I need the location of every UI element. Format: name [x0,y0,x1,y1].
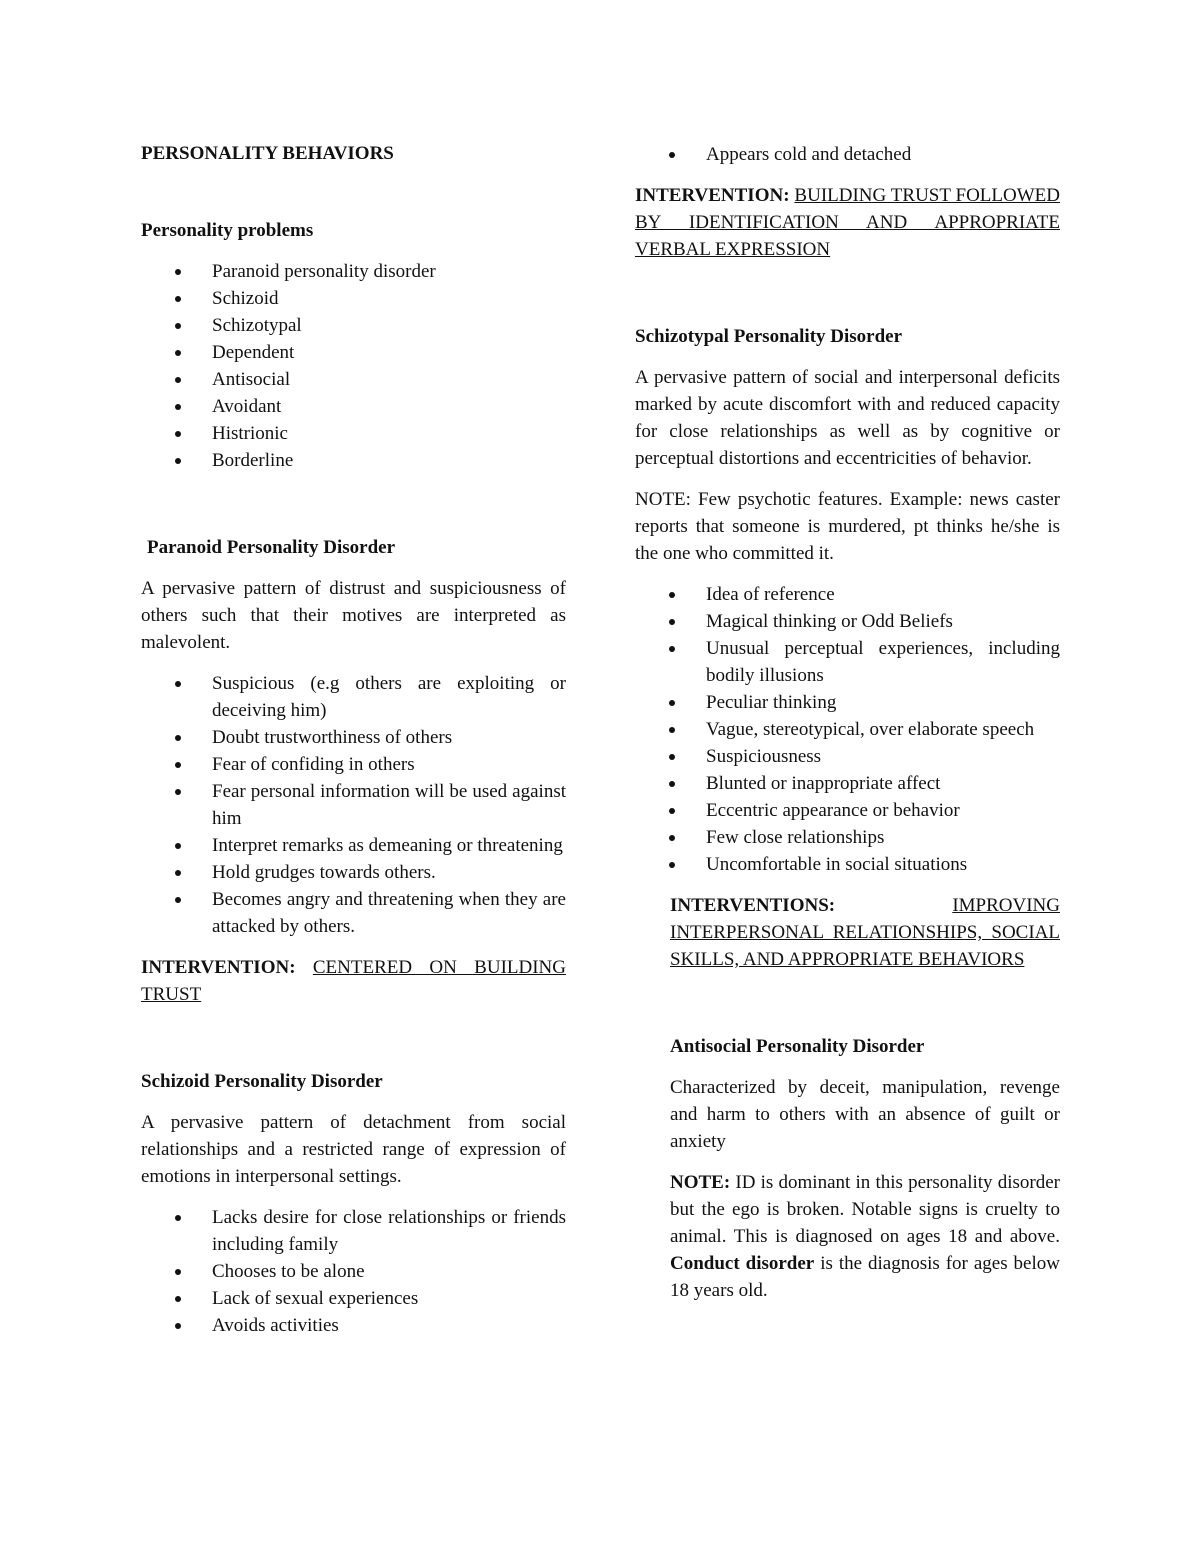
list-item: Paranoid personality disorder [141,258,566,285]
note-text: ID is dominant in this personality disorder but the ego is broken. Notable signs is cruelty to animal. This is diagnosed on ages 18 and above. [670,1172,1060,1247]
schizoid-heading: Schizoid Personality Disorder [141,1071,383,1092]
list-item: Magical thinking or Odd Beliefs [635,608,1060,635]
list-item: Idea of reference [635,581,1060,608]
personality-problems-heading: Personality problems [141,220,314,241]
list-item: Peculiar thinking [635,689,1060,716]
schizoid-traits-list-continued [635,141,1060,168]
list-item: Hold grudges towards others. [141,859,566,886]
note-tail: is the diagnosis for ages below 18 years old. [670,1253,1060,1301]
antisocial-note [635,1169,1060,1304]
list-item: Appears cold and detached [635,141,1060,168]
right-column [635,141,1060,1318]
schizoid-definition: A pervasive pattern of detachment from social relationships and a restricted range of expression of emotions in interpersonal settings. [141,1112,566,1187]
paranoid-traits-list [141,670,566,940]
schizotypal-traits-list [635,581,1060,878]
note-bold-term: Conduct disorder [670,1253,815,1274]
schizotypal-note: NOTE: Few psychotic features. Example: news caster reports that someone is murdered, pt thinks he/she is the one who committed it. [635,489,1060,564]
schizoid-intervention [635,182,1060,263]
left-column [141,140,566,1353]
paranoid-heading: Paranoid Personality Disorder [147,537,396,558]
list-item: Few close relationships [635,824,1060,851]
list-item: Suspiciousness [635,743,1060,770]
list-item: Schizotypal [141,312,566,339]
list-item: Schizoid [141,285,566,312]
list-item: Chooses to be alone [141,1258,566,1285]
intervention-value: IMPROVING INTERPERSONAL RELATIONSHIPS, SOCIAL SKILLS, AND APPROPRIATE BEHAVIORS [670,895,1060,970]
schizotypal-definition: A pervasive pattern of social and interpersonal deficits marked by acute discomfort with and reduced capacity for close relationships as well as by cognitive or perceptual distortions and eccentricities of behavior. [635,367,1060,469]
list-item: Becomes angry and threatening when they are attacked by others. [141,886,566,940]
list-item: Antisocial [141,366,566,393]
note-label: NOTE: [670,1172,731,1193]
intervention-label: INTERVENTIONS: [670,895,836,916]
list-item: Dependent [141,339,566,366]
list-item: Vague, stereotypical, over elaborate speech [635,716,1060,743]
antisocial-definition: Characterized by deceit, manipulation, revenge and harm to others with an absence of guilt or anxiety [670,1077,1060,1152]
paranoid-definition: A pervasive pattern of distrust and suspiciousness of others such that their motives are interpreted as malevolent. [141,578,566,653]
intervention-value: CENTERED ON BUILDING TRUST [141,957,566,1005]
intervention-label: INTERVENTION: [635,185,790,206]
list-item: Avoids activities [141,1312,566,1339]
list-item: Unusual perceptual experiences, including bodily illusions [635,635,1060,689]
list-item: Avoidant [141,393,566,420]
schizotypal-intervention [635,892,1060,973]
list-item: Eccentric appearance or behavior [635,797,1060,824]
list-item: Interpret remarks as demeaning or threatening [141,832,566,859]
list-item: Fear personal information will be used against him [141,778,566,832]
list-item: Fear of confiding in others [141,751,566,778]
list-item: Suspicious (e.g others are exploiting or deceiving him) [141,670,566,724]
list-item: Lacks desire for close relationships or friends including family [141,1204,566,1258]
list-item: Uncomfortable in social situations [635,851,1060,878]
personality-problems-list [141,258,566,474]
schizotypal-heading: Schizotypal Personality Disorder [635,326,903,347]
document-title: PERSONALITY BEHAVIORS [141,143,394,164]
list-item: Lack of sexual experiences [141,1285,566,1312]
list-item: Histrionic [141,420,566,447]
list-item: Blunted or inappropriate affect [635,770,1060,797]
schizoid-traits-list [141,1204,566,1339]
paranoid-intervention [141,954,566,1008]
intervention-label: INTERVENTION: [141,957,296,978]
list-item: Doubt trustworthiness of others [141,724,566,751]
antisocial-heading: Antisocial Personality Disorder [670,1036,925,1057]
list-item: Borderline [141,447,566,474]
intervention-value: BUILDING TRUST FOLLOWED BY IDENTIFICATION AND APPROPRIATE VERBAL EXPRESSION [635,185,1060,260]
